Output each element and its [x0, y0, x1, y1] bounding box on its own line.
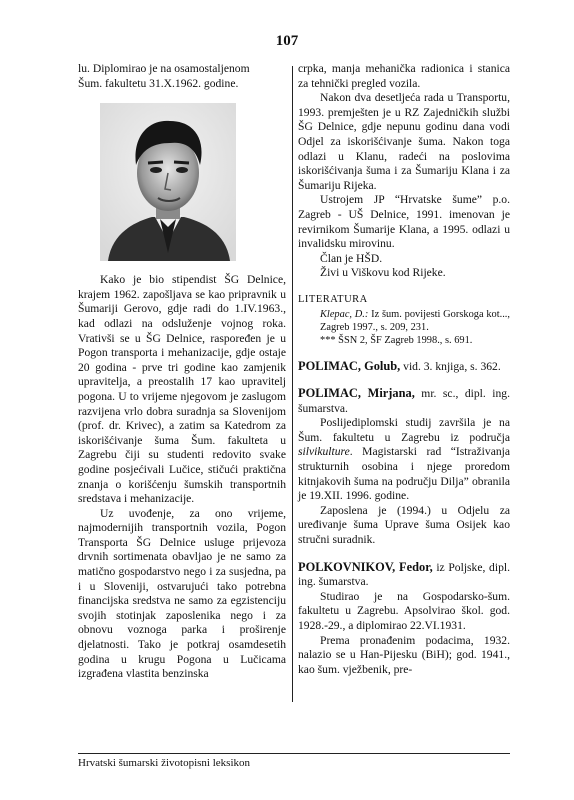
column-divider — [292, 66, 293, 702]
right-paragraph-3: Član je HŠD. — [320, 251, 383, 265]
page-number: 107 — [275, 33, 299, 49]
entry2-text-a: Poslijediplomski studij završila je na Šum. fakultetu u Zagrebu iz područja — [298, 416, 510, 444]
entry-text: vid. 3. knjiga, s. 362. — [400, 359, 501, 373]
right-continuation: crpka, manja mehanička radionica i stanica za tehnički pregled vozila. — [298, 62, 510, 90]
intro-line-2: Šum. fakultetu 31.X.1962. godine. — [78, 76, 239, 90]
entry2-text-b: . Magistarski rad “Istraživanja strukturnih osobina i njege proredom kitnjakovih šuma na području Dilja” obranila je 19.XII. 1996. godine. — [298, 445, 510, 503]
intro-line-1: lu. Diplomirao je na osamostaljenom — [78, 62, 250, 75]
literature-title: LITERATURA — [298, 293, 368, 305]
literature-item-1 — [298, 308, 510, 334]
entry2-paragraph-2: Zaposlena je (1994.) u Odjelu za uređivanje šuma Uprave šuma Osijek kao stručni suradnik. — [298, 503, 510, 547]
left-paragraph-1: Kako je bio stipendist ŠG Delnice, krajem 1962. zapošljava se kao pripravnik u Šumariji Gerovo, gdje radi do 1.IV.1963., kad odlazi na odsluženje vojnog roka. Vrativši se u ŠG Delnice, raspoređen je u Pogon transporta i mehanizacije, gdje ostaje 20 godina - prve tri godine kao zamjenik upravitelja, a preostalih 17 kao upravitelj pogona. U to vrijeme njegovom je zaslugom razvijena vrlo dobra suradnja sa Slovenijom (prof. dr. Krivec), a zatim sa Katedrom za iskorišćivanje šuma Šum. fakulteta u Zagrebu čiji su studenti redovito svake godine posjećivali Lučice, stičući praktična znanja o korišćenju šumskih transportnih sredstava i mehanizacije. — [78, 273, 286, 506]
entry-polimac-mirjana — [298, 386, 510, 416]
entry2-paragraph-1 — [298, 416, 510, 504]
entry-polkovnikov-fedor — [298, 560, 510, 590]
entry3-paragraph-2: Prema pronađenim podacima, 1932. nalazio se u Han-Pijesku (BiH); god. 1941., kao šum. vježbenik, pre- — [298, 633, 510, 676]
entry-polimac-golub — [298, 359, 510, 375]
right-paragraph-1: Nakon dva desetljeća rada u Transportu, 1993. premješten je u RZ Zajedničkih službi ŠG Delnice, gdje nepunu godinu dana vodi Odjel za iskorišćivanje šuma. Nakon toga odlazi u Klanu, radeći na poslovima iskorišćivanja šuma i za Šumariju Klana i za Šumariju Rijeka. — [298, 91, 510, 192]
literature-text: Iz šum. povijesti Gorskoga kot..., Zagreb 1997., s. 209, 231. — [320, 308, 510, 333]
entry-name: POLIMAC, Golub, — [298, 358, 401, 373]
entry-name: POLKOVNIKOV, Fedor, — [298, 559, 433, 574]
footer-title: Hrvatski šumarski životopisni leksikon — [78, 757, 251, 769]
entry-text: iz Poljske, dipl. ing. šumarstva. — [298, 560, 510, 589]
literature-item-2: *** ŠSN 2, ŠF Zagreb 1998., s. 691. — [320, 334, 473, 346]
footer-rule — [78, 753, 510, 754]
entry3-paragraph-1: Studirao je na Gospodarsko-šum. fakultetu u Zagrebu. Apsolvirao škol. god. 1928.-29., a diplomirao 22.VI.1931. — [298, 589, 510, 632]
entry2-italic: silvikulture — [298, 445, 350, 459]
left-column — [78, 62, 286, 682]
portrait-svg — [100, 103, 236, 261]
right-paragraph-2: Ustrojem JP “Hrvatske šume” p.o. Zagreb - UŠ Delnice, 1991. imenovan je revirnikom Šumarije Klana, a 1995. odlazi u invalidsku mirovinu. — [298, 193, 510, 251]
portrait-photo-icon — [100, 103, 236, 261]
literature-author: Klepac, D.: — [320, 308, 369, 320]
entry-name: POLIMAC, Mirjana, — [298, 386, 415, 401]
right-paragraph-4: Živi u Viškovu kod Rijeke. — [320, 266, 446, 280]
right-column — [298, 62, 510, 677]
left-paragraph-2: Uz uvođenje, za ono vrijeme, najmodernijih transportnih vozila, Pogon Transporta ŠG Delnice usluge prijevoza drvnih sortimenata obavljao je ne samo za matično gospodarstvo nego i za susjedna, pa i u Sloveniji, ostvarujući tako potrebna financijska sredstva ne samo za egzistenciju svojih stotinjak zaposlenika nego i za obnovu voznoga parka i proširenje djelatnosti. Tako je potkraj osamdesetih godina u krugu Pogona u Lučicama izgrađena vlastita benzinska — [78, 506, 286, 681]
entry-text: mr. sc., dipl. ing. šumarstva. — [298, 387, 510, 415]
